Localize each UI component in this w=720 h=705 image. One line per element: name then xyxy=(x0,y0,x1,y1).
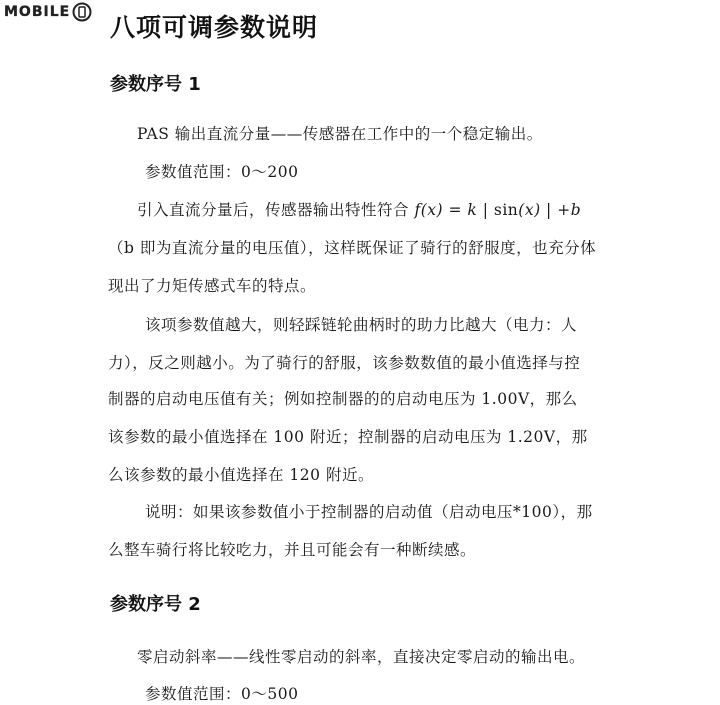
paragraph-line: 制器的启动电压值有关；例如控制器的的启动电压为 1.00V，那么 xyxy=(108,390,578,408)
parameter-range: 参数值范围：0～200 xyxy=(145,163,299,181)
paragraph-line: 么该参数的最小值选择在 120 附近。 xyxy=(108,466,374,484)
paragraph-line: 该项参数值越大，则轻踩链轮曲柄时的助力比越大（电力：人 xyxy=(145,316,578,334)
section-heading-1: 参数序号 1 xyxy=(110,74,201,95)
phone-circle-icon xyxy=(72,2,92,22)
paragraph-line: PAS 输出直流分量——传感器在工作中的一个稳定输出。 xyxy=(137,125,543,143)
paragraph-line: 该参数的最小值选择在 100 附近；控制器的启动电压为 1.20V，那 xyxy=(108,428,588,446)
paragraph-line: 说明：如果该参数值小于控制器的启动值（启动电压*100），那 xyxy=(145,503,593,521)
paragraph-line: （b 即为直流分量的电压值），这样既保证了骑行的舒服度，也充分体 xyxy=(108,239,597,257)
parameter-range: 参数值范围：0～500 xyxy=(145,685,299,703)
section-heading-2: 参数序号 2 xyxy=(110,594,201,615)
paragraph-line: 零启动斜率——线性零启动的斜率，直接决定零启动的输出电。 xyxy=(137,648,586,666)
watermark-logo xyxy=(4,2,92,22)
formula: f(x) = k | sin(x) | +b xyxy=(414,201,582,219)
paragraph-line: 么整车骑行将比较吃力，并且可能会有一种断续感。 xyxy=(108,541,477,559)
paragraph-line: 现出了力矩传感式车的特点。 xyxy=(108,277,317,295)
formula-intro: 引入直流分量后，传感器输出特性符合 xyxy=(137,201,410,219)
formula-line xyxy=(137,198,581,220)
logo-text: MOBILE xyxy=(4,4,71,20)
document-title: 八项可调参数说明 xyxy=(110,13,319,42)
paragraph-line: 力），反之则越小。为了骑行的舒服，该参数数值的最小值选择与控 xyxy=(108,354,581,372)
